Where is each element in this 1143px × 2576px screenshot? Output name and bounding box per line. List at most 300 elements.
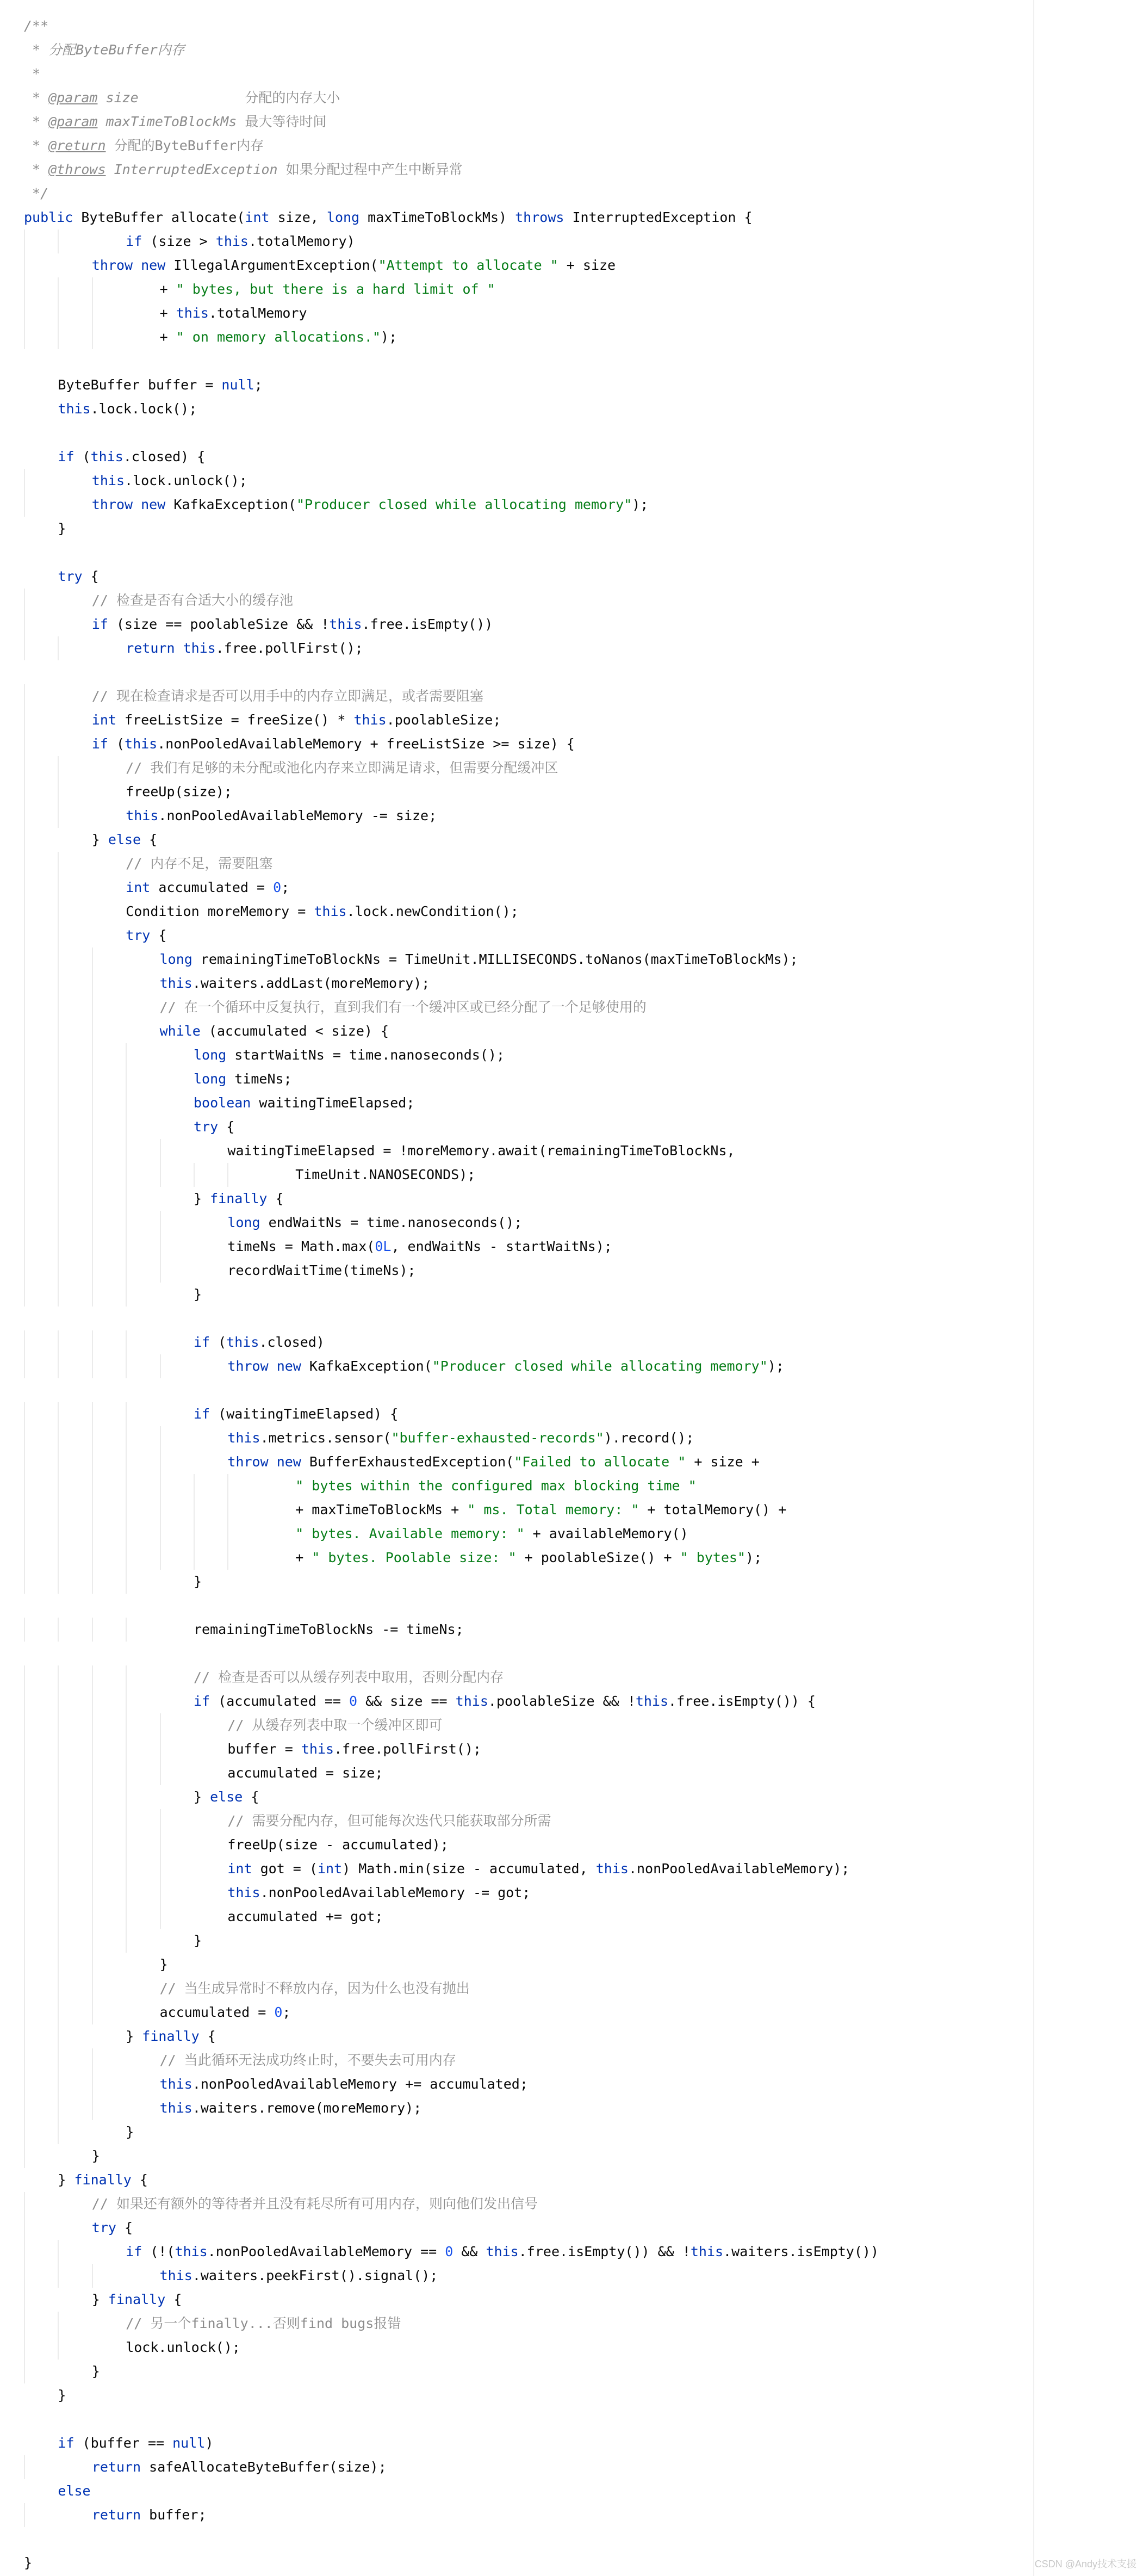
code-token: }	[194, 1789, 210, 1805]
code-token: this	[159, 975, 192, 991]
code-line	[24, 1330, 1030, 1354]
code-line-content	[24, 2555, 32, 2571]
code-token: {	[150, 927, 167, 943]
code-token: *	[24, 138, 49, 153]
code-token: // 现在检查请求是否可以用手中的内存立即满足，或者需要阻塞	[91, 688, 483, 704]
code-line-content	[24, 2244, 879, 2259]
code-line	[24, 230, 1030, 253]
code-token: {	[116, 2220, 133, 2236]
code-line	[24, 780, 1030, 804]
code-token: accumulated =	[159, 2004, 275, 2020]
code-token: throw new	[91, 497, 166, 512]
code-line	[24, 660, 1030, 684]
code-token: if	[126, 2244, 142, 2259]
code-token: }	[91, 2363, 100, 2379]
code-token: if	[194, 1334, 210, 1350]
code-line	[24, 2527, 1030, 2551]
code-token: }	[58, 521, 66, 536]
code-line	[24, 1522, 1030, 1546]
code-token: timeNs;	[226, 1071, 292, 1087]
code-token: this	[690, 2244, 724, 2259]
code-token: {	[165, 2292, 182, 2307]
code-token: try	[194, 1119, 219, 1135]
code-token: ;	[281, 880, 290, 895]
code-line-content	[24, 1143, 735, 1159]
code-line	[24, 2455, 1030, 2479]
code-token: this	[175, 2244, 208, 2259]
code-line	[24, 1283, 1030, 1306]
code-token: .free.pollFirst();	[334, 1741, 482, 1757]
code-token: maxTimeToBlockMs)	[359, 209, 515, 225]
code-token: return this	[126, 640, 216, 656]
code-line-content	[24, 2459, 387, 2475]
code-line	[24, 1235, 1030, 1259]
code-token: .waiters.addLast(moreMemory);	[192, 975, 430, 991]
code-token: {	[141, 832, 158, 847]
code-line-content	[24, 1239, 612, 1254]
code-line	[24, 1043, 1030, 1067]
code-line-content	[24, 521, 66, 536]
code-token: boolean	[194, 1095, 251, 1111]
code-token: this	[227, 1885, 260, 1900]
code-token: try	[91, 2220, 116, 2236]
code-line-content	[24, 1574, 202, 1589]
code-token: }	[194, 1286, 202, 1302]
code-token: this	[301, 1741, 334, 1757]
code-token: public	[24, 209, 73, 225]
code-token: buffer =	[227, 1741, 301, 1757]
code-line-content	[24, 1909, 383, 1924]
code-line-content	[24, 1885, 530, 1900]
code-line	[24, 589, 1030, 612]
code-line	[24, 2360, 1030, 2383]
code-token: if	[194, 1693, 210, 1709]
code-line	[24, 86, 1030, 110]
code-token: /**	[24, 18, 49, 34]
code-token: "Producer closed while allocating memory"	[432, 1358, 768, 1374]
code-token: InterruptedException {	[564, 209, 753, 225]
code-token: + size	[558, 257, 616, 273]
code-token: .nonPooledAvailableMemory -= got;	[260, 1885, 531, 1900]
code-token: + poolableSize() +	[516, 1550, 680, 1565]
code-token: ;	[282, 2004, 291, 2020]
code-token: KafkaException(	[301, 1358, 432, 1374]
code-token: this	[486, 2244, 519, 2259]
code-token: * 分配ByteBuffer内存	[24, 42, 185, 58]
code-token: + availableMemory()	[524, 1526, 688, 1541]
code-line	[24, 1833, 1030, 1857]
code-line	[24, 206, 1030, 230]
code-token: if	[91, 736, 108, 752]
code-line	[24, 1546, 1030, 1570]
code-line-content	[24, 880, 289, 895]
code-line	[24, 1929, 1030, 1953]
code-token: .free.pollFirst();	[215, 640, 363, 656]
code-token: (	[210, 1334, 227, 1350]
code-token: this	[159, 2100, 192, 2116]
code-line-content	[24, 1023, 389, 1039]
code-token: finally	[210, 1191, 268, 1206]
code-line-content	[24, 2220, 133, 2236]
code-token: ;	[254, 377, 263, 393]
code-token: return	[91, 2459, 141, 2475]
code-line	[24, 1642, 1030, 1665]
code-line	[24, 756, 1030, 780]
code-line-content	[24, 1334, 325, 1350]
code-line-content	[24, 1191, 284, 1206]
code-line-content	[24, 2196, 538, 2212]
code-line-content	[24, 305, 307, 321]
code-token: @throws	[48, 162, 106, 177]
code-token: .lock.unlock();	[125, 473, 247, 488]
code-token: .lock.lock();	[90, 401, 197, 417]
code-line	[24, 38, 1030, 62]
code-token: }	[194, 1933, 202, 1948]
code-line	[24, 2336, 1030, 2360]
code-line-content	[24, 975, 430, 991]
code-token: // 在一个循环中反复执行，直到我们有一个缓冲区或已经分配了一个足够使用的	[159, 999, 647, 1015]
code-token: freeListSize = freeSize() *	[116, 712, 354, 728]
code-token: this	[176, 305, 209, 321]
code-token: {	[243, 1789, 259, 1805]
code-token: }	[91, 832, 108, 847]
code-token: long	[159, 951, 192, 967]
code-token: 0	[274, 2004, 283, 2020]
code-line	[24, 62, 1030, 86]
code-line-content	[24, 903, 519, 919]
code-line	[24, 445, 1030, 469]
code-line-content	[24, 2483, 91, 2499]
code-token: }	[194, 1191, 210, 1206]
code-token: int	[91, 712, 116, 728]
code-token: this	[91, 473, 125, 488]
code-line	[24, 1474, 1030, 1498]
code-token: // 另一个finally...否则find bugs报错	[126, 2315, 401, 2331]
code-token: + maxTimeToBlockMs +	[295, 1502, 468, 1518]
code-line	[24, 1953, 1030, 1977]
code-token: .nonPooledAvailableMemory -= size;	[158, 808, 437, 823]
code-token: }	[159, 1956, 168, 1972]
code-line	[24, 684, 1030, 708]
code-line	[24, 732, 1030, 756]
code-line-content	[24, 209, 753, 225]
code-line-content	[24, 808, 437, 823]
code-token: ) Math.min(size - accumulated,	[342, 1861, 596, 1877]
code-line-content	[24, 185, 48, 201]
code-line	[24, 1857, 1030, 1881]
code-line	[24, 1905, 1030, 1929]
code-line	[24, 612, 1030, 636]
code-line-content	[24, 736, 575, 752]
code-line-content	[24, 951, 798, 967]
code-line-content	[24, 1669, 504, 1685]
code-token: {	[218, 1119, 235, 1135]
code-line-content	[24, 1813, 551, 1829]
code-token: , endWaitNs - startWaitNs);	[391, 1239, 612, 1254]
code-token: " bytes"	[680, 1550, 746, 1565]
code-line	[24, 349, 1030, 373]
code-token: + totalMemory() +	[639, 1502, 787, 1518]
code-line-content	[24, 2268, 438, 2283]
code-token: int	[126, 880, 151, 895]
code-line	[24, 1689, 1030, 1713]
code-token: long	[326, 209, 360, 225]
code-line	[24, 852, 1030, 876]
code-line-content	[24, 90, 340, 106]
code-token: .closed)	[259, 1334, 325, 1350]
code-token: .free.isEmpty())	[362, 616, 493, 632]
code-line	[24, 804, 1030, 828]
code-line	[24, 2168, 1030, 2192]
code-line-content	[24, 856, 272, 871]
code-line-content	[24, 2507, 207, 2523]
code-token: this	[227, 1430, 260, 1446]
code-line-content	[24, 18, 48, 34]
code-token: (	[108, 736, 125, 752]
code-token: // 需要分配内存，但可能每次迭代只能获取部分所需	[227, 1813, 551, 1829]
code-token: {	[131, 2172, 148, 2188]
code-line-content	[24, 1071, 292, 1087]
code-line	[24, 1618, 1030, 1642]
code-token: ByteBuffer buffer =	[58, 377, 222, 393]
code-line	[24, 1163, 1030, 1187]
code-token: " bytes. Available memory: "	[295, 1526, 525, 1541]
code-token: this	[215, 233, 249, 249]
code-token: }	[91, 2148, 100, 2164]
code-line-content	[24, 927, 166, 943]
code-token: freeUp(size - accumulated);	[227, 1837, 449, 1853]
code-line	[24, 1139, 1030, 1163]
code-token: (size == poolableSize && !	[108, 616, 330, 632]
code-token: (accumulated < size) {	[200, 1023, 389, 1039]
code-line	[24, 1067, 1030, 1091]
code-line	[24, 971, 1030, 995]
code-line	[24, 2120, 1030, 2144]
code-token: (waitingTimeElapsed) {	[210, 1406, 399, 1422]
code-line-content	[24, 1526, 688, 1541]
code-token: null	[221, 377, 254, 393]
code-token: try	[58, 568, 83, 584]
code-token: while	[159, 1023, 201, 1039]
code-line	[24, 1259, 1030, 1283]
code-line	[24, 1761, 1030, 1785]
code-line-content	[24, 1406, 398, 1422]
code-line	[24, 2264, 1030, 2288]
code-line-content	[24, 233, 355, 249]
code-line	[24, 1785, 1030, 1809]
code-line	[24, 2144, 1030, 2168]
code-line-content	[24, 329, 397, 345]
code-line	[24, 1426, 1030, 1450]
code-token: " bytes within the configured max blocking time "	[295, 1478, 697, 1494]
code-token: {	[267, 1191, 284, 1206]
code-line-content	[24, 114, 326, 129]
code-line-content	[24, 281, 495, 297]
code-line	[24, 1737, 1030, 1761]
code-token: if	[194, 1406, 210, 1422]
code-token: null	[172, 2435, 206, 2451]
code-line	[24, 301, 1030, 325]
code-line-content	[24, 449, 205, 465]
code-token: )	[205, 2435, 214, 2451]
code-token: }	[24, 2555, 33, 2571]
code-line-content	[24, 1215, 522, 1230]
code-token: accumulated = size;	[227, 1765, 383, 1781]
code-line	[24, 158, 1030, 182]
code-line	[24, 900, 1030, 924]
code-line	[24, 1665, 1030, 1689]
code-token: if	[58, 449, 74, 465]
code-line	[24, 1091, 1030, 1115]
code-token: this	[353, 712, 387, 728]
code-line-content	[24, 2076, 528, 2092]
code-token: this	[226, 1334, 259, 1350]
code-token: +	[159, 329, 176, 345]
code-token: *	[24, 90, 49, 106]
code-token: size,	[269, 209, 327, 225]
code-token: );	[381, 329, 397, 345]
code-line	[24, 541, 1030, 565]
code-token: got = (	[252, 1861, 318, 1877]
code-token: int	[245, 209, 270, 225]
code-line	[24, 1354, 1030, 1378]
code-line-content	[24, 1430, 694, 1446]
code-token: else	[210, 1789, 243, 1805]
code-line	[24, 1498, 1030, 1522]
code-line-content	[24, 1765, 383, 1781]
code-line	[24, 469, 1030, 493]
code-token: long	[194, 1071, 227, 1087]
code-line	[24, 876, 1030, 900]
code-line-content	[24, 138, 264, 153]
code-token: finally	[142, 2028, 200, 2044]
code-token: );	[746, 1550, 762, 1565]
code-line-content	[24, 760, 558, 776]
code-token: KafkaException(	[165, 497, 297, 512]
code-line-content	[24, 1095, 414, 1111]
code-line	[24, 1881, 1030, 1905]
code-token: .waiters.remove(moreMemory);	[192, 2100, 422, 2116]
code-token: this	[90, 449, 123, 465]
code-token: throws	[515, 209, 564, 225]
code-line	[24, 708, 1030, 732]
code-block[interactable]	[24, 14, 1030, 2575]
code-token: if	[58, 2435, 74, 2451]
code-line-content	[24, 688, 483, 704]
code-line-content	[24, 1956, 168, 1972]
code-token: .poolableSize;	[386, 712, 501, 728]
code-token: }	[126, 2028, 142, 2044]
code-token: recordWaitTime(timeNs);	[227, 1262, 416, 1278]
code-token: 0	[349, 1693, 358, 1709]
code-line-content	[24, 1119, 234, 1135]
code-token: safeAllocateByteBuffer(size);	[141, 2459, 387, 2475]
code-token: this	[595, 1861, 629, 1877]
code-token: +	[159, 281, 176, 297]
code-token: // 当生成异常时不释放内存，因为什么也没有抛出	[159, 1980, 470, 1996]
code-line-content	[24, 1717, 443, 1733]
code-line-content	[24, 999, 647, 1015]
code-token: ).record();	[604, 1430, 694, 1446]
code-token: finally	[74, 2172, 132, 2188]
code-line-content	[24, 1286, 202, 1302]
code-token: + size +	[686, 1454, 760, 1470]
code-token: .free.isEmpty()) && !	[518, 2244, 691, 2259]
code-line	[24, 517, 1030, 541]
code-token: this	[159, 2076, 192, 2092]
code-token: endWaitNs = time.nanoseconds();	[260, 1215, 523, 1230]
code-line-content	[24, 568, 99, 584]
code-line	[24, 493, 1030, 517]
code-token: .waiters.isEmpty())	[723, 2244, 879, 2259]
code-line-content	[24, 1861, 849, 1877]
code-line-content	[24, 712, 501, 728]
code-token: *	[24, 114, 49, 129]
code-token: .nonPooledAvailableMemory);	[628, 1861, 850, 1877]
code-token: {	[199, 2028, 216, 2044]
code-token: this	[159, 2268, 192, 2283]
code-line-content	[24, 66, 40, 82]
code-token: long	[194, 1047, 227, 1063]
code-line-content	[24, 2124, 134, 2140]
code-line-content	[24, 257, 616, 273]
code-line-content	[24, 1454, 760, 1470]
code-token: // 内存不足，需要阻塞	[126, 856, 273, 871]
code-token: accumulated =	[150, 880, 274, 895]
code-token: .closed) {	[123, 449, 206, 465]
code-token: @param	[48, 90, 98, 106]
code-token: );	[767, 1358, 784, 1374]
code-line	[24, 1402, 1030, 1426]
code-token: this	[635, 1693, 669, 1709]
code-token: );	[632, 497, 649, 512]
code-token: freeUp(size);	[126, 784, 232, 800]
code-token: (size >	[142, 233, 216, 249]
code-line-content	[24, 1478, 697, 1494]
code-token: buffer;	[141, 2507, 207, 2523]
code-token: IllegalArgumentException(	[165, 257, 378, 273]
code-token: 最大等待时间	[245, 114, 327, 129]
code-token: *	[24, 66, 41, 82]
code-line	[24, 924, 1030, 948]
code-line	[24, 2288, 1030, 2312]
code-line-content	[24, 2387, 66, 2403]
code-token: 如果分配过程中产生中断异常	[285, 162, 463, 177]
code-line	[24, 2216, 1030, 2240]
code-token: (!(	[142, 2244, 175, 2259]
code-token: InterruptedException	[105, 162, 286, 177]
code-token: "Failed to allocate "	[514, 1454, 686, 1470]
code-line	[24, 828, 1030, 852]
code-token: .free.isEmpty()) {	[668, 1693, 816, 1709]
code-token: // 如果还有额外的等待者并且没有耗尽所有可用内存，则向他们发出信号	[91, 2196, 538, 2212]
code-token: lock.unlock();	[126, 2339, 240, 2355]
code-token: // 检查是否有合适大小的缓存池	[91, 592, 293, 608]
code-token: accumulated += got;	[227, 1909, 383, 1924]
code-token: startWaitNs = time.nanoseconds();	[226, 1047, 505, 1063]
code-line	[24, 421, 1030, 445]
code-line	[24, 2072, 1030, 2096]
code-line	[24, 253, 1030, 277]
code-token: 0L	[375, 1239, 392, 1254]
code-line	[24, 2024, 1030, 2048]
code-token: " on memory allocations."	[176, 329, 381, 345]
code-token: " ms. Total memory: "	[467, 1502, 639, 1518]
code-token: .nonPooledAvailableMemory + freeListSize >= size) {	[157, 736, 575, 752]
code-line	[24, 2383, 1030, 2407]
code-token: +	[295, 1550, 312, 1565]
code-token: "buffer-exhausted-records"	[391, 1430, 604, 1446]
